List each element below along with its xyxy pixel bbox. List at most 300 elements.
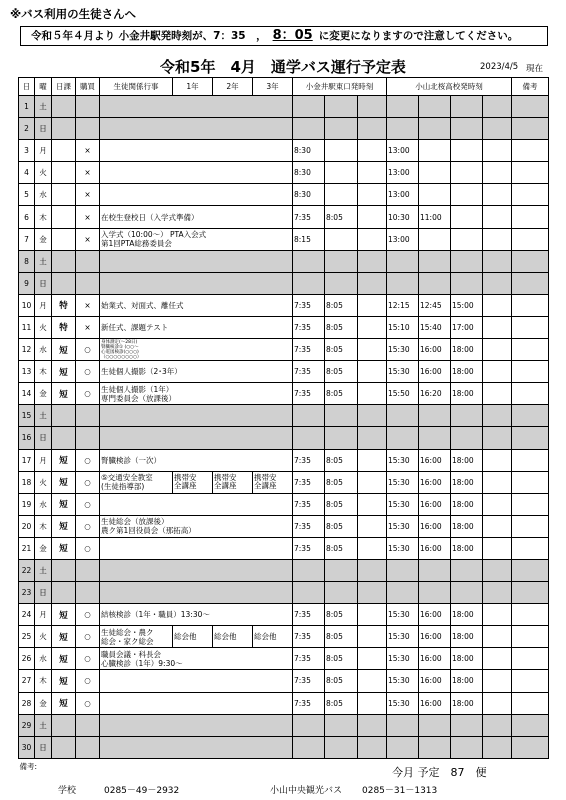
oyama-time-1: 15:30 [387,648,419,670]
grade-cell-g1 [173,471,213,493]
as-of-suffix: 現在 [526,64,544,74]
schedule-cell: 短 [52,692,76,714]
remarks-cell [512,228,549,250]
kobai-cell: × [76,184,100,206]
table-row [19,559,549,581]
oyama-time-4 [483,471,512,493]
notice-text-post: に変更になりますので注意してください。 [318,30,519,42]
koganei-time-1 [293,559,325,581]
schedule-cell [52,206,76,228]
oyama-time-3 [451,582,483,604]
oyama-time-4 [483,449,512,471]
oyama-time-2 [419,559,451,581]
oyama-time-2 [419,736,451,758]
event-line: (生徒指導部) [101,482,145,492]
schedule-cell: 短 [52,361,76,383]
oyama-time-4 [483,206,512,228]
table-row [19,228,549,250]
monthly-plan-count: 今月 予定 87 便 [392,766,487,779]
remarks-cell [512,493,549,515]
weekday-cell: 水 [35,339,52,361]
events-cell [100,471,173,493]
koganei-time-3 [358,405,387,427]
koganei-time-2: 8:05 [325,449,358,471]
day-cell: 10 [19,294,35,316]
schedule-cell: 短 [52,471,76,493]
oyama-time-2: 16:20 [419,383,451,405]
oyama-time-3: 18:00 [451,383,483,405]
day-cell: 15 [19,405,35,427]
oyama-time-2 [419,250,451,272]
bus-company-label: 小山中央観光バス [270,786,343,796]
kobai-cell [76,272,100,294]
grade-line: 総会他 [254,631,277,641]
event-line: 第1回PTA総務委員会 [101,239,172,249]
schedule-cell: 特 [52,316,76,338]
remarks-cell [512,582,549,604]
event-line: 在校生登校日（入学式準備） [101,212,199,222]
weekday-cell: 木 [35,361,52,383]
weekday-cell: 土 [35,714,52,736]
oyama-time-2: 16:00 [419,339,451,361]
koganei-time-3 [358,471,387,493]
schedule-cell [52,427,76,449]
day-cell: 8 [19,250,35,272]
remarks-cell [512,515,549,537]
events-cell [100,405,293,427]
remarks-cell [512,118,549,140]
schedule-cell: 短 [52,537,76,559]
header-schedule: 日課 [52,78,76,96]
koganei-time-2 [325,250,358,272]
schedule-cell: 短 [52,626,76,648]
oyama-time-3: 18:00 [451,604,483,626]
event-line: 身体測定(～28日) [101,339,138,345]
remarks-cell [512,736,549,758]
oyama-time-2: 12:45 [419,294,451,316]
oyama-time-2: 16:00 [419,626,451,648]
schedule-cell: 短 [52,493,76,515]
kobai-cell: × [76,206,100,228]
koganei-time-1 [293,118,325,140]
oyama-time-1: 15:50 [387,383,419,405]
events-cell [100,648,293,670]
oyama-time-4 [483,692,512,714]
weekday-cell: 土 [35,250,52,272]
koganei-time-3 [358,692,387,714]
schedule-cell [52,184,76,206]
event-line: 生徒個人撮影（2･3年） [101,367,182,377]
schedule-cell [52,714,76,736]
koganei-time-2: 8:05 [325,493,358,515]
oyama-time-4 [483,250,512,272]
koganei-time-2 [325,96,358,118]
event-line: 職員会議・科長会 [101,649,161,659]
oyama-time-4 [483,361,512,383]
oyama-time-3 [451,736,483,758]
schedule-cell: 短 [52,604,76,626]
oyama-time-4 [483,118,512,140]
oyama-time-2 [419,714,451,736]
oyama-time-3 [451,228,483,250]
oyama-time-1: 12:15 [387,294,419,316]
events-cell [100,670,293,692]
oyama-time-3 [451,714,483,736]
event-line: 腎臓検診① (○○～ [101,344,139,350]
day-cell: 27 [19,670,35,692]
header-oyama-departure: 小山北桜高校発時刻 [387,78,512,96]
oyama-time-2 [419,162,451,184]
oyama-time-1 [387,559,419,581]
day-cell: 29 [19,714,35,736]
oyama-time-4 [483,582,512,604]
header-grade3: 3年 [253,78,293,96]
grade-cell-g2 [213,626,253,648]
table-row [19,604,549,626]
weekday-cell: 金 [35,537,52,559]
events-cell [100,140,293,162]
koganei-time-2: 8:05 [325,471,358,493]
koganei-time-3 [358,427,387,449]
koganei-time-1 [293,272,325,294]
oyama-time-1: 10:30 [387,206,419,228]
kobai-cell: ○ [76,339,100,361]
day-cell: 1 [19,96,35,118]
koganei-time-1: 7:35 [293,206,325,228]
kobai-cell [76,96,100,118]
koganei-time-2: 8:05 [325,604,358,626]
table-row [19,736,549,758]
oyama-time-2: 16:00 [419,515,451,537]
remarks-cell [512,405,549,427]
oyama-time-3: 18:00 [451,339,483,361]
remarks-cell [512,184,549,206]
koganei-time-3 [358,294,387,316]
koganei-time-3 [358,515,387,537]
koganei-time-2 [325,405,358,427]
weekday-cell: 火 [35,162,52,184]
weekday-cell: 月 [35,604,52,626]
koganei-time-2 [325,184,358,206]
event-line: 生徒総会・農ク [101,627,154,637]
oyama-time-3: 18:00 [451,471,483,493]
koganei-time-3 [358,736,387,758]
oyama-time-1: 15:30 [387,471,419,493]
oyama-time-4 [483,515,512,537]
oyama-time-2: 16:00 [419,493,451,515]
remarks-cell [512,559,549,581]
day-cell: 9 [19,272,35,294]
oyama-time-1 [387,582,419,604]
koganei-time-1: 7:35 [293,316,325,338]
oyama-time-4 [483,626,512,648]
remarks-cell [512,427,549,449]
table-row [19,449,549,471]
weekday-cell: 火 [35,471,52,493]
weekday-cell: 木 [35,670,52,692]
header-koganei-departure: 小金井駅東口発時刻 [293,78,387,96]
table-row [19,648,549,670]
oyama-time-1: 15:10 [387,316,419,338]
kobai-cell: ○ [76,383,100,405]
oyama-time-2 [419,184,451,206]
event-line: 入学式（10:00～） PTA入会式 [101,230,207,240]
weekday-cell: 月 [35,140,52,162]
day-cell: 4 [19,162,35,184]
event-line: 心電図検診(○○○) [101,349,139,355]
oyama-time-3: 15:00 [451,294,483,316]
kobai-cell [76,714,100,736]
koganei-time-2: 8:05 [325,206,358,228]
header-weekday: 曜 [35,78,52,96]
day-cell: 24 [19,604,35,626]
kobai-cell: ○ [76,670,100,692]
oyama-time-2 [419,228,451,250]
koganei-time-1: 7:35 [293,670,325,692]
oyama-time-2 [419,272,451,294]
events-cell [100,316,293,338]
events-cell [100,493,293,515]
remarks-cell [512,96,549,118]
events-cell [100,162,293,184]
koganei-time-2: 8:05 [325,515,358,537]
oyama-time-2: 16:00 [419,670,451,692]
koganei-time-2 [325,582,358,604]
events-cell [100,96,293,118]
table-row [19,250,549,272]
schedule-cell: 短 [52,670,76,692]
day-cell: 30 [19,736,35,758]
oyama-time-2: 11:00 [419,206,451,228]
remarks-cell [512,316,549,338]
event-line: 専門委員会（放課後） [101,393,176,403]
kobai-cell [76,582,100,604]
oyama-time-2 [419,405,451,427]
table-row [19,670,549,692]
schedule-cell [52,405,76,427]
grade-line: 携帯安 [214,472,237,482]
koganei-time-3 [358,250,387,272]
weekday-cell: 火 [35,316,52,338]
weekday-cell: 木 [35,206,52,228]
top-note: ※バス利用の生徒さんへ [10,7,136,21]
event-line: 結核検診（1年・職員）13:30～ [101,610,210,620]
oyama-time-4 [483,96,512,118]
grade-line: 総会他 [174,631,197,641]
koganei-time-2: 8:05 [325,692,358,714]
table-row [19,339,549,361]
grade-line: 携帯安 [174,472,197,482]
weekday-cell: 月 [35,294,52,316]
oyama-time-1: 15:30 [387,604,419,626]
koganei-time-2 [325,272,358,294]
koganei-time-2 [325,228,358,250]
day-cell: 25 [19,626,35,648]
oyama-time-1 [387,427,419,449]
koganei-time-1: 8:30 [293,184,325,206]
table-row [19,714,549,736]
header-events: 生徒関係行事 [100,78,173,96]
oyama-time-4 [483,559,512,581]
event-line: 腎臓検診（一次） [101,455,161,465]
day-cell: 3 [19,140,35,162]
oyama-time-4 [483,228,512,250]
table-row [19,537,549,559]
koganei-time-2: 8:05 [325,537,358,559]
time-change-notice [20,26,548,46]
events-cell [100,626,173,648]
kobai-cell: × [76,294,100,316]
day-cell: 16 [19,427,35,449]
koganei-time-1: 8:30 [293,162,325,184]
oyama-time-2 [419,427,451,449]
oyama-time-4 [483,316,512,338]
remarks-label: 備考: [19,762,38,772]
koganei-time-2: 8:05 [325,294,358,316]
grade-cell-g3 [253,626,293,648]
events-cell [100,184,293,206]
table-row [19,383,549,405]
koganei-time-3 [358,449,387,471]
remarks-cell [512,294,549,316]
oyama-time-3: 18:00 [451,648,483,670]
day-cell: 14 [19,383,35,405]
grade-line: 総会他 [214,631,237,641]
event-line: 生徒総会（放課後） [101,517,169,527]
day-cell: 20 [19,515,35,537]
kobai-cell: ○ [76,692,100,714]
remarks-cell [512,471,549,493]
day-cell: 2 [19,118,35,140]
table-row [19,96,549,118]
events-cell [100,427,293,449]
schedule-cell [52,96,76,118]
weekday-cell: 水 [35,493,52,515]
schedule-cell: 特 [52,294,76,316]
oyama-time-1: 15:30 [387,493,419,515]
oyama-time-1 [387,272,419,294]
schedule-cell: 短 [52,383,76,405]
oyama-time-3 [451,206,483,228]
kobai-cell [76,736,100,758]
header-remarks: 備考 [512,78,549,96]
koganei-time-3 [358,118,387,140]
school-phone: 0285－49－2932 [104,786,180,796]
koganei-time-1: 7:35 [293,361,325,383]
oyama-time-2: 16:00 [419,449,451,471]
school-label: 学校 [58,786,77,796]
oyama-time-1: 15:30 [387,670,419,692]
kobai-cell: × [76,228,100,250]
koganei-time-1 [293,96,325,118]
bus-schedule-table [18,77,549,774]
koganei-time-2 [325,714,358,736]
oyama-time-3 [451,250,483,272]
oyama-time-3: 18:00 [451,515,483,537]
oyama-time-3: 17:00 [451,316,483,338]
oyama-time-1: 15:30 [387,626,419,648]
kobai-cell [76,427,100,449]
remarks-cell [512,692,549,714]
remarks-cell [512,604,549,626]
koganei-time-3 [358,537,387,559]
day-cell: 23 [19,582,35,604]
weekday-cell: 日 [35,582,52,604]
koganei-time-1: 7:35 [293,692,325,714]
koganei-time-3 [358,493,387,515]
as-of-date: 2023/4/5 [480,62,519,72]
oyama-time-1 [387,405,419,427]
oyama-time-4 [483,493,512,515]
day-cell: 13 [19,361,35,383]
koganei-time-1 [293,250,325,272]
koganei-time-2 [325,427,358,449]
grade-cell-g2 [213,471,253,493]
header-grade2: 2年 [213,78,253,96]
oyama-time-4 [483,604,512,626]
koganei-time-1: 7:35 [293,604,325,626]
koganei-time-2 [325,162,358,184]
oyama-time-1: 13:00 [387,140,419,162]
koganei-time-1: 7:35 [293,537,325,559]
oyama-time-2 [419,582,451,604]
oyama-time-2: 16:00 [419,537,451,559]
events-cell [100,537,293,559]
events-cell [100,206,293,228]
weekday-cell: 水 [35,184,52,206]
schedule-cell: 短 [52,515,76,537]
remarks-cell [512,162,549,184]
remarks-cell [512,449,549,471]
kobai-cell: ○ [76,449,100,471]
day-cell: 11 [19,316,35,338]
kobai-cell: ○ [76,471,100,493]
oyama-time-1 [387,96,419,118]
day-cell: 12 [19,339,35,361]
schedule-cell [52,162,76,184]
oyama-time-3 [451,427,483,449]
header-day: 日 [19,78,35,96]
oyama-time-4 [483,648,512,670]
oyama-time-2: 15:40 [419,316,451,338]
oyama-time-1: 13:00 [387,184,419,206]
koganei-time-3 [358,272,387,294]
oyama-time-1: 15:30 [387,339,419,361]
oyama-time-3 [451,184,483,206]
oyama-time-3: 18:00 [451,361,483,383]
koganei-time-1: 7:35 [293,626,325,648]
oyama-time-3: 18:00 [451,692,483,714]
oyama-time-3 [451,162,483,184]
koganei-time-2: 8:05 [325,648,358,670]
events-cell [100,692,293,714]
remarks-cell [512,140,549,162]
events-cell [100,250,293,272]
day-cell: 7 [19,228,35,250]
day-cell: 5 [19,184,35,206]
oyama-time-1: 15:30 [387,515,419,537]
koganei-time-2: 8:05 [325,383,358,405]
table-row [19,140,549,162]
schedule-cell [52,582,76,604]
event-line: 心臓検診（1年）9:30～ [101,658,183,668]
oyama-time-4 [483,537,512,559]
events-cell [100,118,293,140]
schedule-cell [52,140,76,162]
events-cell [100,449,293,471]
oyama-time-3: 18:00 [451,670,483,692]
kobai-cell: ○ [76,515,100,537]
